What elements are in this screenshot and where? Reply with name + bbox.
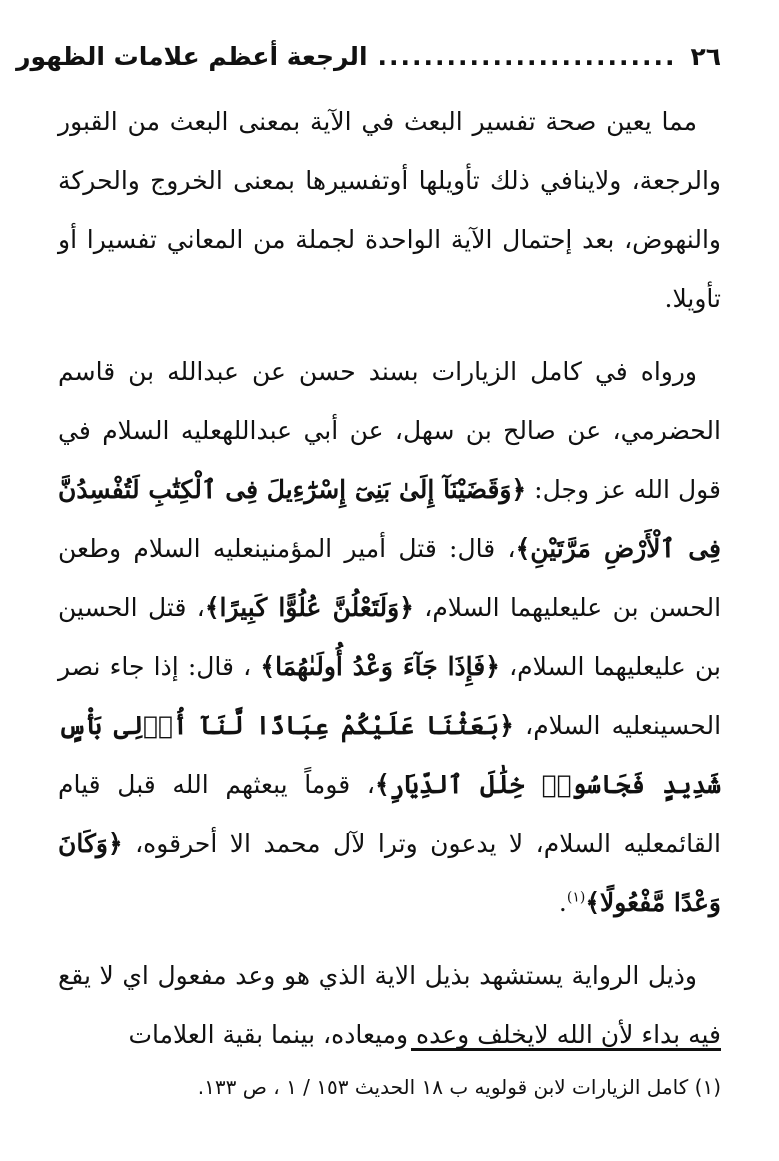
footnote-divider (411, 1048, 721, 1051)
quran-verse: ﴿وَكَانَ وَعْدًا مَّفْعُولًا﴾ (58, 829, 721, 917)
quran-verse: ﴿بَعَثْنَا عَلَيْكُمْ عِبَادًا لَّنَآ أُو۟لِى بَأْسٍ شَدِيدٍ فَجَاسُوا۟ خِلَٰلَ ٱلدِّيَارِ﴾ (58, 711, 721, 799)
honorific: عليه السلام (543, 829, 665, 858)
paragraph-2 (58, 342, 721, 932)
text-segment: ، (513, 711, 534, 740)
paragraph-3: وذيل الرواية يستشهد بذيل الاية الذي هو وعد مفعول اي لا يقع فيه بداء لأن الله لايخلف وعده وميعاده، بينما بقية العلامات (58, 961, 721, 1049)
honorific: عليه السلام (133, 534, 255, 563)
text-segment: وطعن الحسن بن علي (58, 534, 722, 622)
running-title: الرجعة أعظم علامات الظهور (16, 41, 368, 71)
text-segment: ، (499, 652, 518, 681)
quran-verse: ﴿وَلَتَعْلُنَّ عُلُوًّا كَبِيرًا﴾ (204, 593, 414, 622)
text-segment: ورواه في كامل الزيارات بسند حسن عن عبدالله بن قاسم الحضرمي، عن صالح بن سهل، عن أبي عبدالله (58, 357, 721, 445)
text-segment: في قول الله عز وجل: (58, 416, 722, 504)
page-number: ٢٦ (690, 41, 721, 71)
text-segment: ، قوماً يبعثهم الله قبل قيام القائم (58, 770, 721, 858)
text-segment: ، قتل الحسين بن علي (58, 593, 721, 681)
text-segment: ، (413, 593, 433, 622)
quran-verse: ﴿وَقَضَيْنَآ إِلَىٰ بَنِىٓ إِسْرَٰٓءِيلَ فِى ٱلْكِتَٰبِ لَتُفْسِدُنَّ فِى ٱلْأَرْضِ مَرَّتَيْنِ﴾ (58, 475, 721, 563)
footnote-reference[interactable]: (١) (566, 889, 586, 906)
text-segment: ، لا يدعون وترا لآل محمد الا أحرقوه، (122, 829, 544, 858)
honorific: عليه السلام (102, 416, 223, 445)
honorific: عليهما السلام (432, 593, 572, 622)
honorific: عليه السلام (533, 711, 653, 740)
quran-verse: ﴿فَإِذَا جَآءَ وَعْدُ أُولَىٰهُمَا﴾ (260, 652, 500, 681)
text-segment: . (558, 888, 567, 917)
honorific: عليهما السلام (517, 652, 656, 681)
header-dots: .......................... (377, 41, 677, 71)
paragraph-1: مما يعين صحة تفسير البعث في الآية بمعنى البعث من القبور والرجعة، ولاينافي ذلك تأويلها أوتفسيرها بمعنى الخروج والحركة والنهوض، بعد إحتمال الآية الواحدة لجملة من المعاني تفسيرا أو تأويلا. (58, 107, 721, 313)
text-segment: ، قال: قتل أمير المؤمنين (254, 534, 516, 563)
text-segment: ، قال: إذا جاء نصر الحسين (58, 652, 722, 740)
running-header (16, 36, 721, 76)
main-text (58, 92, 721, 1064)
footnote: (١) كامل الزيارات لابن قولويه ب ١٨ الحديث ١٥٣ / ١ ، ص ١٣٣. (197, 1075, 721, 1099)
